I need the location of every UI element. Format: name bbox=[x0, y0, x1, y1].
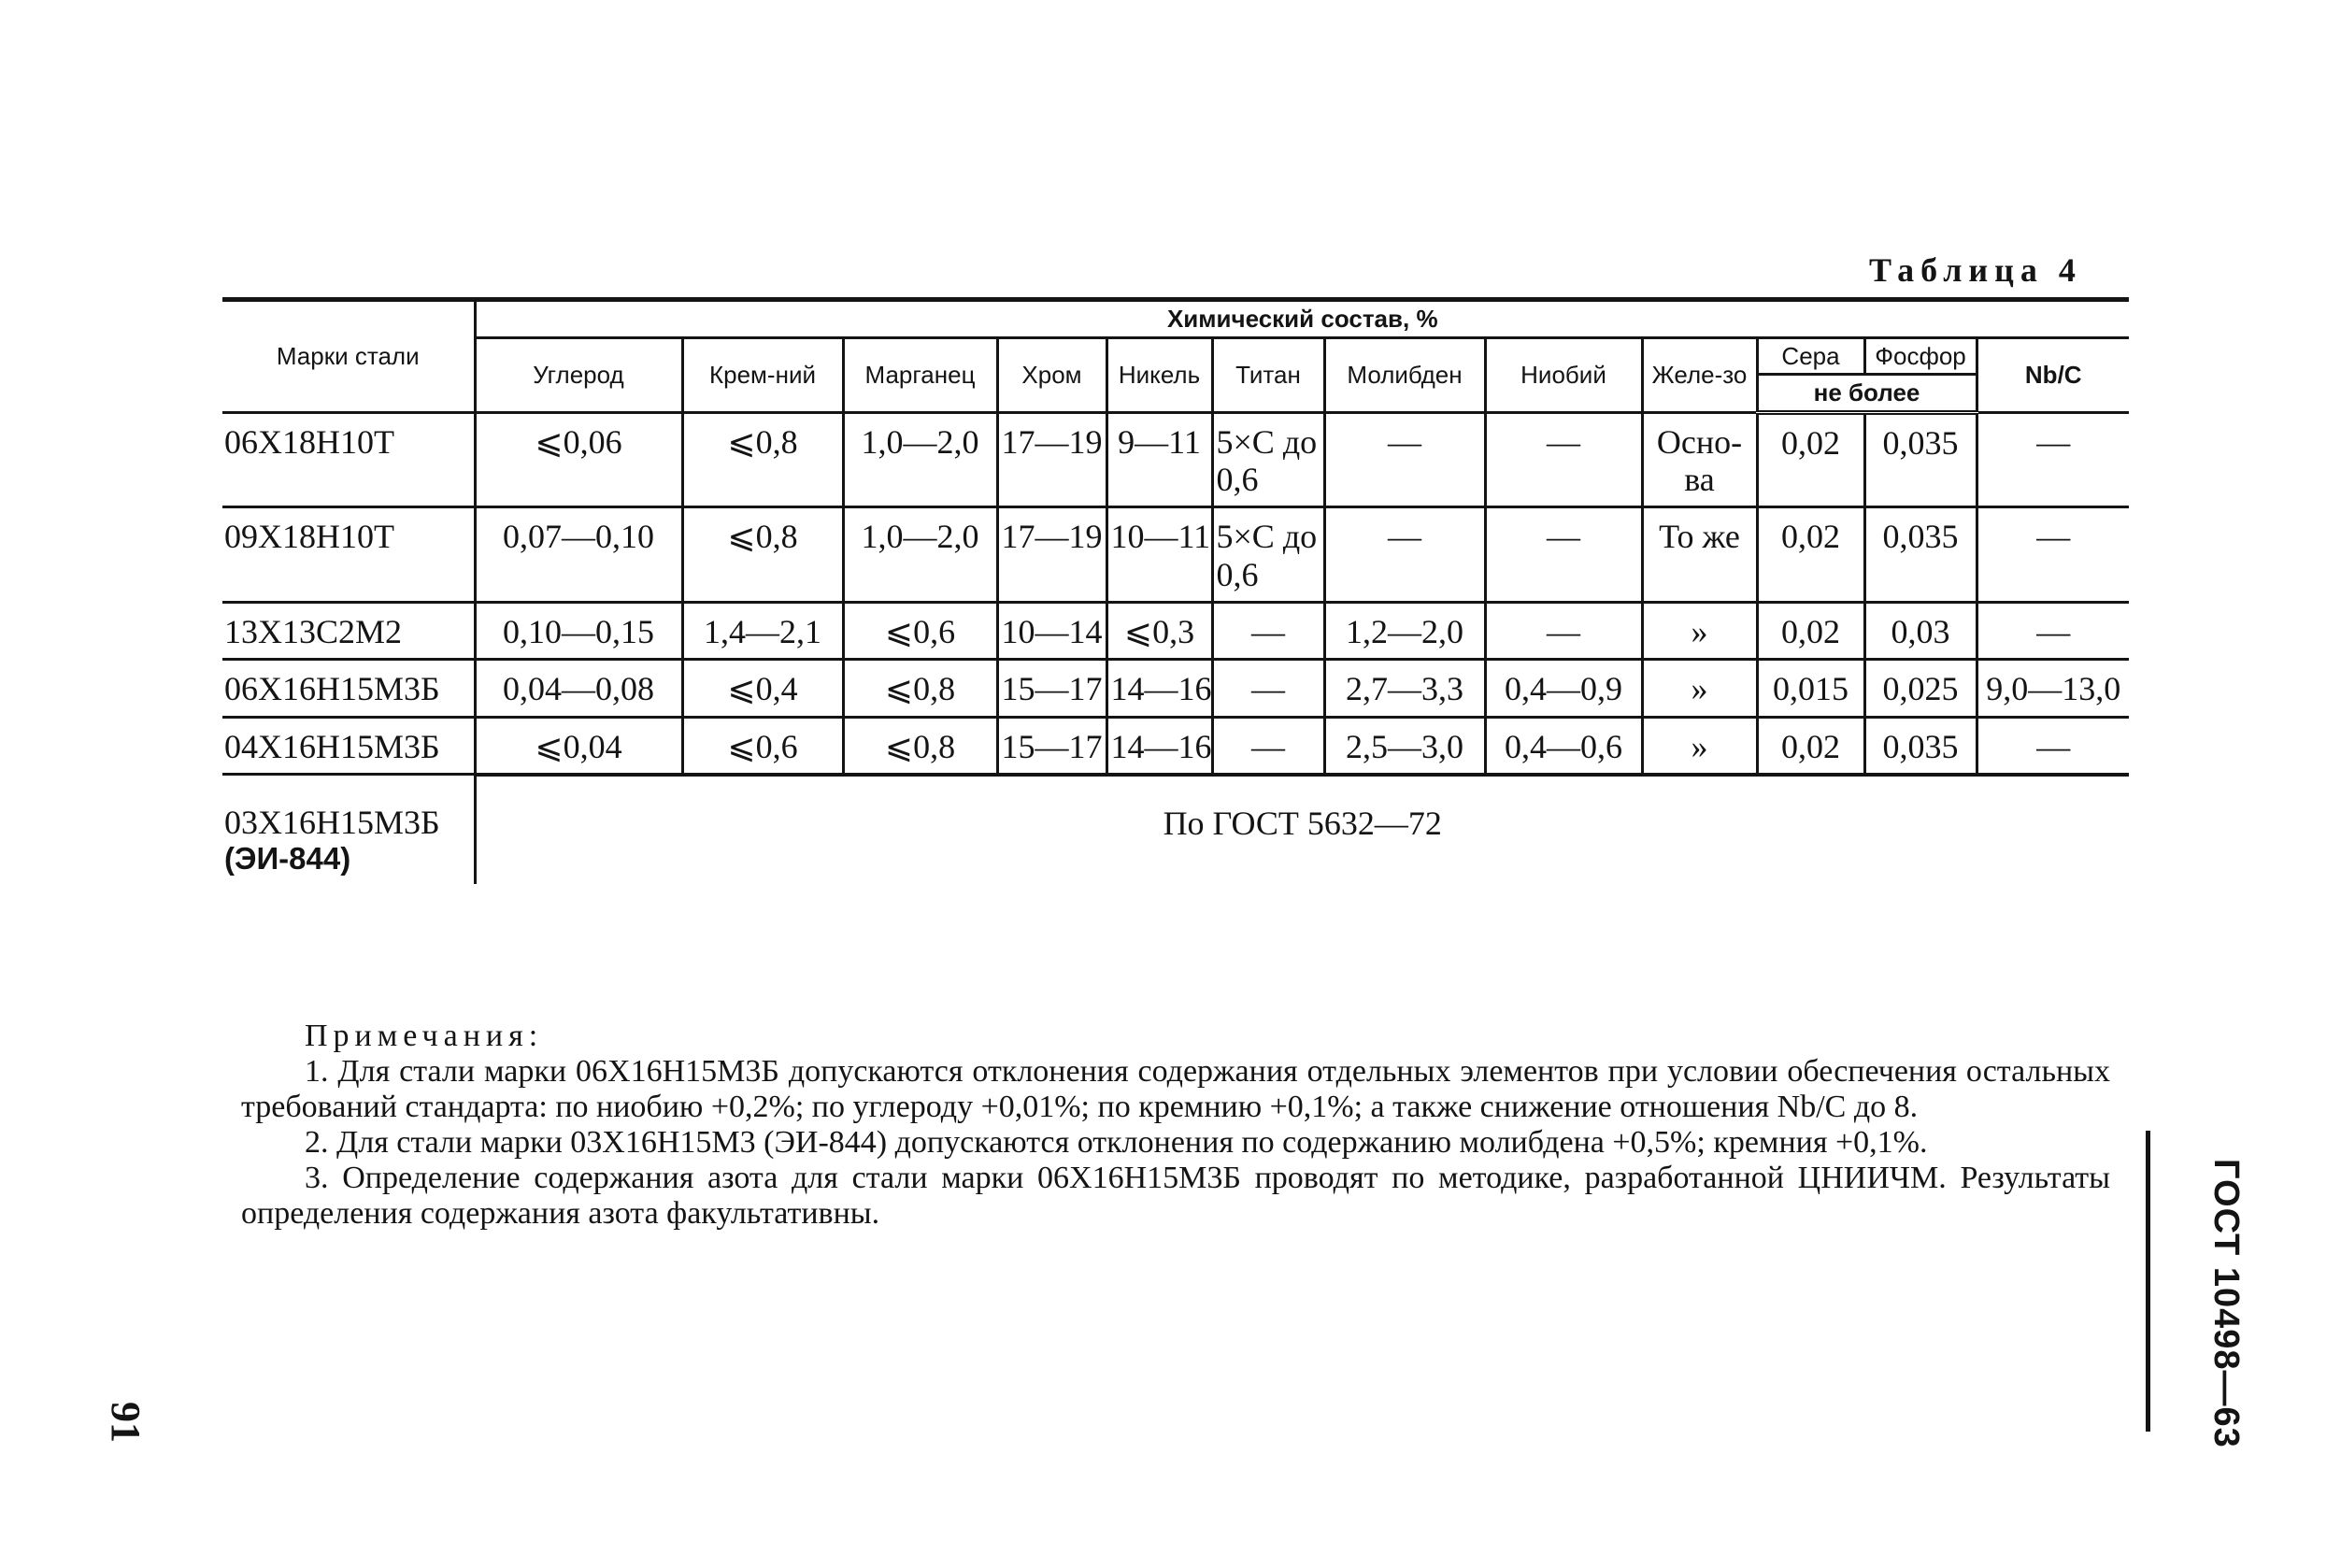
nickel-cell: 10—11 bbox=[1106, 507, 1212, 603]
header-nb-c: Nb/C bbox=[1977, 337, 2129, 412]
phosphorus-cell: 0,035 bbox=[1864, 717, 1977, 775]
carbon-cell: ⩽0,04 bbox=[475, 717, 682, 775]
iron-cell: » bbox=[1642, 603, 1757, 660]
header-iron: Желе-зо bbox=[1642, 337, 1757, 412]
gost-reference: По ГОСТ 5632—72 bbox=[475, 775, 2129, 884]
sulfur-cell: 0,02 bbox=[1757, 717, 1864, 775]
sulfur-cell: 0,015 bbox=[1757, 660, 1864, 717]
header-nickel: Никель bbox=[1106, 337, 1212, 412]
nb-c-cell: — bbox=[1977, 603, 2129, 660]
header-phosphorus: Фосфор bbox=[1864, 337, 1977, 375]
header-not-more: не более bbox=[1757, 375, 1977, 413]
iron-cell: » bbox=[1642, 660, 1757, 717]
molybdenum-cell: — bbox=[1324, 412, 1485, 507]
table-title: Таблица 4 bbox=[1869, 251, 2082, 289]
table-row bbox=[222, 717, 2129, 775]
composition-table bbox=[222, 297, 2121, 884]
carbon-cell: 0,10—0,15 bbox=[475, 603, 682, 660]
niobium-cell: — bbox=[1485, 412, 1642, 507]
header-carbon: Углерод bbox=[475, 337, 682, 412]
molybdenum-cell: 2,7—3,3 bbox=[1324, 660, 1485, 717]
nb-c-cell: 9,0—13,0 bbox=[1977, 660, 2129, 717]
titanium-cell: — bbox=[1212, 717, 1324, 775]
carbon-cell: ⩽0,06 bbox=[475, 412, 682, 507]
header-grade: Марки стали bbox=[222, 300, 475, 413]
titanium-cell: — bbox=[1212, 603, 1324, 660]
grade-cell: 13Х13С2М2 bbox=[222, 603, 475, 660]
sulfur-cell: 0,02 bbox=[1757, 507, 1864, 603]
phosphorus-cell: 0,025 bbox=[1864, 660, 1977, 717]
table-row bbox=[222, 775, 2129, 884]
silicon-cell: 1,4—2,1 bbox=[682, 603, 843, 660]
titanium-cell: 5×C до 0,6 bbox=[1212, 412, 1324, 507]
header-molybdenum: Молибден bbox=[1324, 337, 1485, 412]
silicon-cell: ⩽0,4 bbox=[682, 660, 843, 717]
grade-cell: 04Х16Н15М3Б bbox=[222, 717, 475, 775]
header-chemical-composition: Химический состав, % bbox=[475, 300, 2129, 338]
iron-cell: Осно-ва bbox=[1642, 412, 1757, 507]
niobium-cell: 0,4—0,9 bbox=[1485, 660, 1642, 717]
nickel-cell: 9—11 bbox=[1106, 412, 1212, 507]
manganese-cell: 1,0—2,0 bbox=[843, 507, 997, 603]
nb-c-cell: — bbox=[1977, 717, 2129, 775]
chromium-cell: 17—19 bbox=[997, 507, 1106, 603]
niobium-cell: — bbox=[1485, 507, 1642, 603]
phosphorus-cell: 0,03 bbox=[1864, 603, 1977, 660]
molybdenum-cell: — bbox=[1324, 507, 1485, 603]
grade-cell: 06Х16Н15М3Б bbox=[222, 660, 475, 717]
nb-c-cell: — bbox=[1977, 507, 2129, 603]
header-manganese: Марганец bbox=[843, 337, 997, 412]
titanium-cell: — bbox=[1212, 660, 1324, 717]
silicon-cell: ⩽0,8 bbox=[682, 412, 843, 507]
note-3: 3. Определение содержания азота для стали марки 06Х16Н15М3Б проводят по методике, разработанной ЦНИИЧМ. Результаты определения содержания азота факультативны. bbox=[241, 1161, 2110, 1231]
table-row bbox=[222, 507, 2129, 603]
notes-section bbox=[241, 1019, 2110, 1232]
header-sulfur: Сера bbox=[1757, 337, 1864, 375]
grade-alias: (ЭИ-844) bbox=[224, 840, 351, 876]
nickel-cell: 14—16 bbox=[1106, 660, 1212, 717]
header-chromium: Хром bbox=[997, 337, 1106, 412]
grade-cell: 06Х18Н10Т bbox=[222, 412, 475, 507]
phosphorus-cell: 0,035 bbox=[1864, 412, 1977, 507]
iron-cell: То же bbox=[1642, 507, 1757, 603]
chromium-cell: 17—19 bbox=[997, 412, 1106, 507]
carbon-cell: 0,07—0,10 bbox=[475, 507, 682, 603]
sulfur-cell: 0,02 bbox=[1757, 603, 1864, 660]
chromium-cell: 15—17 bbox=[997, 660, 1106, 717]
titanium-cell: 5×C до 0,6 bbox=[1212, 507, 1324, 603]
nickel-cell: 14—16 bbox=[1106, 717, 1212, 775]
side-rule bbox=[2146, 1131, 2150, 1432]
header-titanium: Титан bbox=[1212, 337, 1324, 412]
molybdenum-cell: 1,2—2,0 bbox=[1324, 603, 1485, 660]
iron-cell: » bbox=[1642, 717, 1757, 775]
carbon-cell: 0,04—0,08 bbox=[475, 660, 682, 717]
standard-code: ГОСТ 10498—63 bbox=[2206, 1159, 2246, 1448]
silicon-cell: ⩽0,8 bbox=[682, 507, 843, 603]
table-row bbox=[222, 603, 2129, 660]
grade-cell bbox=[222, 775, 475, 884]
chromium-cell: 10—14 bbox=[997, 603, 1106, 660]
nickel-cell: ⩽0,3 bbox=[1106, 603, 1212, 660]
manganese-cell: ⩽0,8 bbox=[843, 660, 997, 717]
nb-c-cell: — bbox=[1977, 412, 2129, 507]
silicon-cell: ⩽0,6 bbox=[682, 717, 843, 775]
notes-title: Примечания: bbox=[305, 1019, 544, 1053]
molybdenum-cell: 2,5—3,0 bbox=[1324, 717, 1485, 775]
manganese-cell: ⩽0,6 bbox=[843, 603, 997, 660]
phosphorus-cell: 0,035 bbox=[1864, 507, 1977, 603]
manganese-cell: 1,0—2,0 bbox=[843, 412, 997, 507]
chromium-cell: 15—17 bbox=[997, 717, 1106, 775]
note-2: 2. Для стали марки 03Х16Н15М3 (ЭИ-844) допускаются отклонения по содержанию молибдена +0,5%; кремния +0,1%. bbox=[305, 1125, 1928, 1160]
table-row bbox=[222, 660, 2129, 717]
grade-name: 03Х16Н15М3Б bbox=[224, 804, 440, 842]
sulfur-cell: 0,02 bbox=[1757, 412, 1864, 507]
table-row bbox=[222, 412, 2129, 507]
page-number: 91 bbox=[103, 1402, 149, 1443]
niobium-cell: — bbox=[1485, 603, 1642, 660]
header-niobium: Ниобий bbox=[1485, 337, 1642, 412]
grade-cell: 09Х18Н10Т bbox=[222, 507, 475, 603]
note-1: 1. Для стали марки 06Х16Н15М3Б допускаются отклонения содержания отдельных элементов при условии обеспечения остальных требований стандарта: по ниобию +0,2%; по углероду +0,01%; по кремнию +0,1%; а также снижение отношения Nb/C до 8. bbox=[241, 1054, 2110, 1124]
header-silicon: Крем-ний bbox=[682, 337, 843, 412]
niobium-cell: 0,4—0,6 bbox=[1485, 717, 1642, 775]
manganese-cell: ⩽0,8 bbox=[843, 717, 997, 775]
